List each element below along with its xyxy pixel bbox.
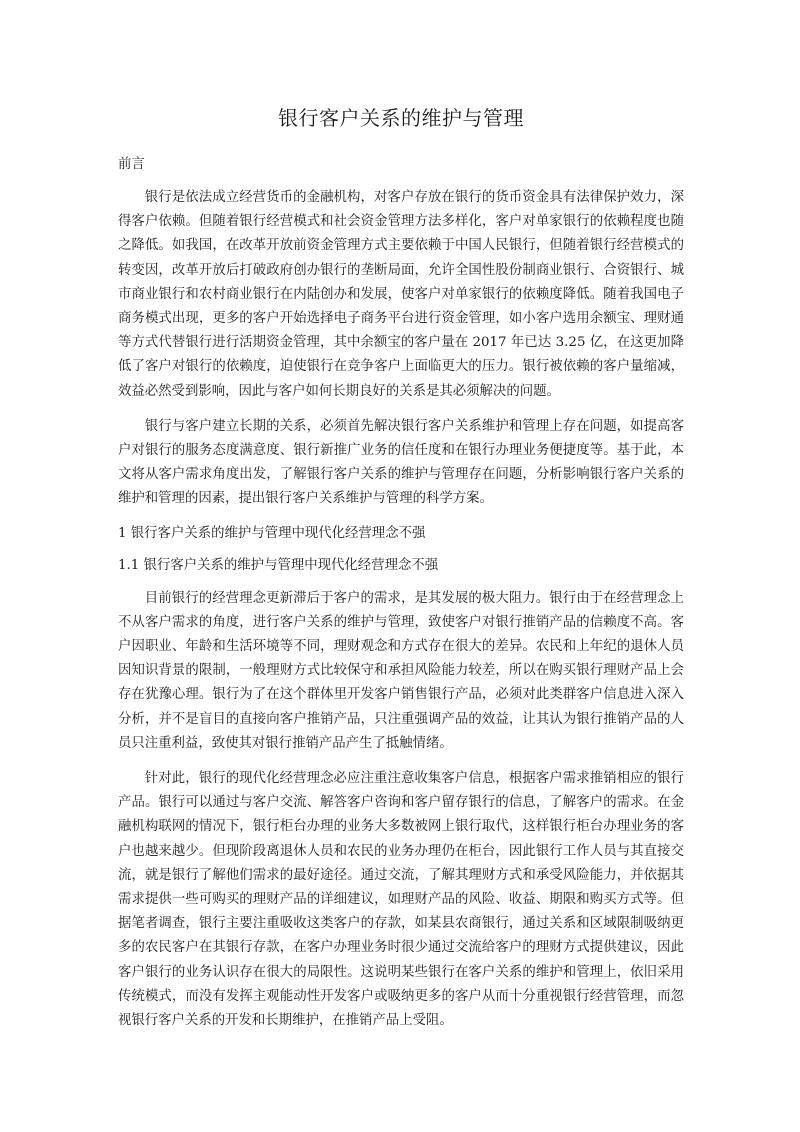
section-1-heading: 1 银行客户关系的维护与管理中现代化经营理念不强 — [118, 525, 426, 541]
preface-paragraph-2: 银行与客户建立长期的关系，必须首先解决银行客户关系维护和管理上存在问题，如提高客户对银行的服务态度满意度、银行新推广业务的信任度和在银行办理业务便捷度等。基于此，本文将从客户需求角度出发，了解银行客户关系的维护与管理存在问题，分析影响银行客户关系的维护和管理的因素，提出银行客户关系维护与管理的科学方案。 — [118, 418, 684, 507]
section-1-1-paragraph-2: 针对此，银行的现代化经营理念必应注重注意收集客户信息，根据客户需求推销相应的银行产品。银行可以通过与客户交流、解答客户咨询和客户留存银行的信息，了解客户的需求。在金融机构联网的情况下，银行柜台办理的业务大多数被网上银行取代，这样银行柜台办理业务的客户也越来越少。但现阶段离退休人员和农民的业务办理仍在柜台，因此银行工作人员与其直接交流，就是银行了解他们需求的最好途径。通过交流，了解其理财方式和承受风险能力，并依据其需求提供一些可购买的理财产品的详细建议，如理财产品的风险、收益、期限和购买方式等。但据笔者调查，银行主要注重吸收这类客户的存款，如某县农商银行，通过关系和区域限制吸纳更多的农民客户在其银行存款，在客户办理业务时很少通过交流给客户的理财方式提供建议，因此客户银行的业务认识存在很大的局限性。这说明某些银行在客户关系的维护和管理上，依旧采用传统模式，而没有发挥主观能动性开发客户或吸纳更多的客户从而十分重视银行经营管理，而忽视银行客户关系的开发和长期维护，在推销产品上受阻。 — [118, 771, 684, 1029]
preface-paragraph-1: 银行是依法成立经营货币的金融机构，对客户存放在银行的货币资金具有法律保护效力，深得客户依赖。但随着银行经营模式和社会资金管理方法多样化，客户对单家银行的依赖程度也随之降低。如我国，在改革开放前资金管理方式主要依赖于中国人民银行，但随着银行经营模式的转变因，改革开放后打破政府创办银行的垄断局面，允许全国性股份制商业银行、合资银行、城市商业银行和农村商业银行在内陆创办和发展，使客户对单家银行的依赖度降低。随着我国电子商务模式出现，更多的客户开始选择电子商务平台进行资金管理，如小客户选用余额宝、理财通等方式代替银行进行活期资金管理，其中余额宝的客户量在 2017 年已达 3.25 亿，在这更加降低了客户对银行的依赖度，迫使银行在竞争客户上面临更大的压力。银行被依赖的客户量缩减，效益必然受到影响，因此与客户如何长期良好的关系是其必须解决的问题。 — [118, 190, 684, 399]
section-1-1-heading: 1.1 银行客户关系的维护与管理中现代化经营理念不强 — [118, 557, 439, 573]
section-1-1-paragraph-1: 目前银行的经营理念更新滞后于客户的需求，是其发展的极大阻力。银行由于在经营理念上不从客户需求的角度，进行客户关系的维护与管理，致使客户对银行推销产品的信赖度不高。客户因职业、年龄和生活环境等不同，理财观念和方式存在很大的差异。农民和上年纪的退休人员因知识背景的限制，一般理财方式比较保守和承担风险能力较差，所以在购买银行理财产品上会存在犹豫心理。银行为了在这个群体里开发客户销售银行产品，必须对此类群客户信息进入深入分析，并不是盲目的直接向客户推销产品，只注重强调产品的效益，让其认为银行推销产品的人员只注重利益，致使其对银行推销产品产生了抵触情绪。 — [118, 590, 684, 751]
preface-heading: 前言 — [118, 157, 145, 172]
document-page — [118, 104, 684, 1044]
document-title: 银行客户关系的维护与管理 — [278, 106, 524, 130]
